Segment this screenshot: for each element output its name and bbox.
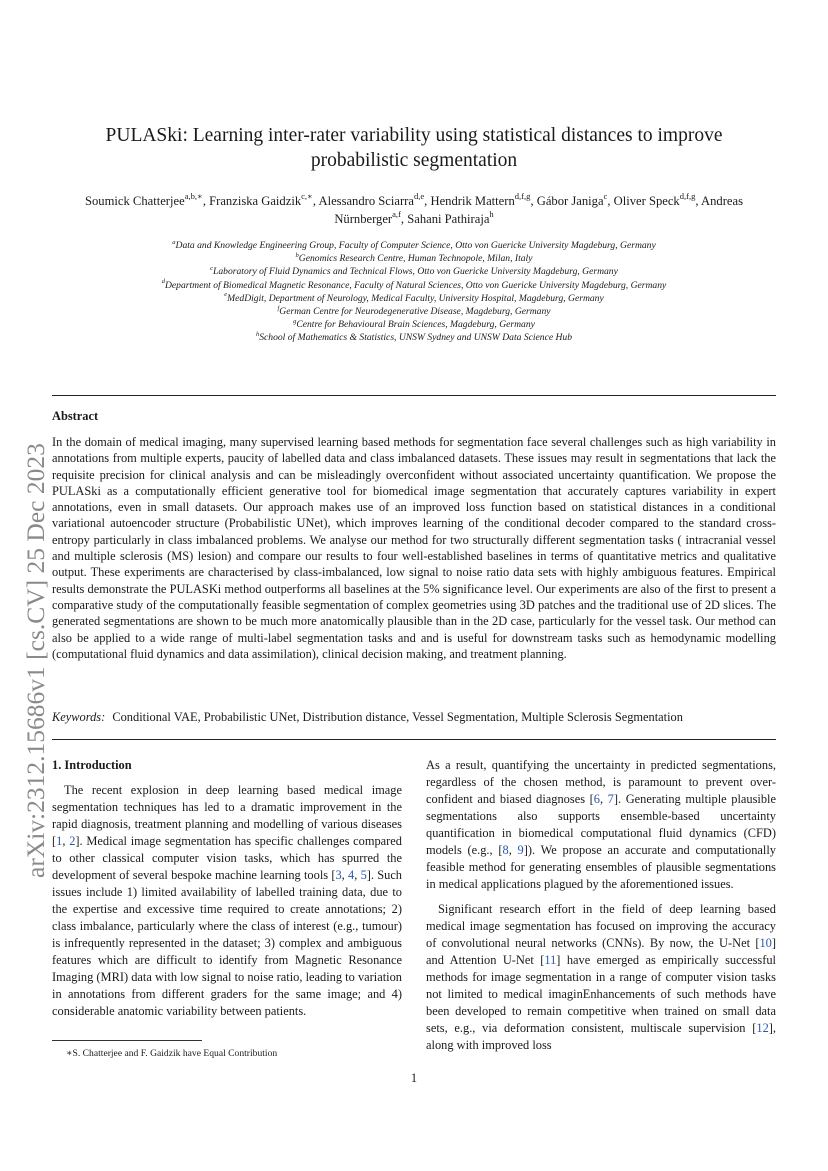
- citation-link[interactable]: 7: [607, 792, 614, 806]
- citation-link[interactable]: 4: [348, 868, 355, 882]
- author-affiliation-marker: h: [489, 208, 494, 219]
- author-name: Soumick Chatterjee$^{a,b,∗}$: [85, 191, 203, 208]
- paper-title: PULASki: Learning inter-rater variability using statistical distances to improve probabilistic segmentation: [105, 125, 723, 171]
- affiliation-marker: a: [172, 238, 176, 246]
- arxiv-stamp-text: arXiv:2312.15686v1 [cs.CV] 25 Dec 2023: [21, 443, 50, 878]
- intro-paragraph-1: The recent explosion in deep learning based medical image segmentation techniques has led to a dramatic improvement in the rapid diagnosis, treatment planning and modelling of various diseases [1, 2]. Medical image segmentation has specific challenges compared to other classical computer vision tasks, which has spurred the development of several bespoke machine learning tools [3, 4, 5]. Such issues include 1) limited availability of labelled training data, due to the expertise and excessive time required to create annotations; 2) class imbalance, particularly where the class of interest (e.g., tumour) is infrequently represented in the dataset; 3) complex and ambiguous features which are difficult to identify from Magnetic Resonance Imaging (MRI) data with low signal to noise ratio, leading to variation in annotations from different graders for the same image; and 4) considerable anatomic variability between patients.: [52, 783, 403, 1018]
- arxiv-stamp: [14, 360, 54, 880]
- affiliation-list: [70, 239, 758, 345]
- author-name: Franziska Gaidzik$^{c,∗}$: [209, 191, 313, 208]
- citation-link[interactable]: 6: [593, 792, 600, 806]
- author-name: Oliver Speck$^{d,f,g}$: [613, 191, 696, 208]
- affiliation-marker: g: [293, 317, 297, 325]
- author-list: Soumick Chatterjee$^{a,b,∗}$, Franziska Gaidzik$^{c,∗}$, Alessandro Sciarra$^{d,e}$, Hendrik Mattern$^{d,f,g}$, Gábor Janiga$^c$, Oliver Speck$^{d,f,g}$, Andreas Nürnberger$^{a,f}$, Sahani Pathiraja$^h$: [85, 191, 743, 226]
- author-affiliation-marker: c,∗: [301, 191, 313, 202]
- affiliation-line: $^g$Centre for Behavioural Brain Sciences, Magdeburg, Germany: [293, 317, 535, 331]
- affiliation-marker: c: [210, 264, 214, 272]
- affiliation-line: $^b$Genomics Research Centre, Human Technopole, Milan, Italy: [295, 251, 533, 265]
- abstract-top-rule: [52, 395, 776, 396]
- author-name: Sahani Pathiraja$^h$: [407, 208, 494, 226]
- intro-paragraph-3: Significant research effort in the field of deep learning based medical image segmentation has focused on improving the accuracy of convolutional neural networks (CNNs). By now, the U-Net [10] and Attention U-Net [11] have emerged as empirically successful methods for image segmentation in a range of computer vision tasks not limited to medical imaginEnhancements of such methods have been developed to remain competitive when trained on small data sets, e.g., via deformation consistent, multiscale supervision [12], along with improved loss: [426, 902, 776, 1052]
- author-affiliation-marker: a,b,∗: [184, 191, 203, 202]
- keywords-text: Conditional VAE, Probabilistic UNet, Distribution distance, Vessel Segmentation, Multiple Sclerosis Segmentation: [112, 710, 683, 724]
- intro-left-column: [52, 757, 402, 1020]
- affiliation-marker: f: [277, 304, 280, 312]
- affiliation-line: $^a$Data and Knowledge Engineering Group, Faculty of Computer Science, Otto von Guericke University Magdeburg, Germany: [172, 238, 656, 251]
- author-affiliation-marker: c: [603, 191, 608, 202]
- author-affiliation-marker: d,f,g: [679, 191, 696, 202]
- affiliation-marker: e: [224, 291, 228, 299]
- citation-link[interactable]: 8: [502, 843, 509, 857]
- citation-link[interactable]: 5: [360, 868, 367, 882]
- keywords-label: Keywords:: [52, 710, 106, 724]
- citation-link[interactable]: 3: [335, 868, 342, 882]
- author-affiliation-marker: a,f: [392, 208, 401, 219]
- intro-paragraph-2: As a result, quantifying the uncertainty in predicted segmentations, regardless of the chosen method, is paramount to prevent over-confident and biased diagnoses [6, 7]. Generating multiple plausible segmentations also supports ensemble-based uncertainty quantification in biomedical computational fluid dynamics (CFD) models (e.g., [8, 9]). We propose an accurate and computationally feasible method for generating ensembles of plausible segmentations in medical applications plagued by the aforementioned issues.: [426, 758, 776, 891]
- footnote-rule: [52, 1040, 202, 1041]
- abstract-heading: Abstract: [52, 409, 99, 423]
- author-affiliation-marker: d,e: [413, 191, 425, 202]
- citation-link[interactable]: 9: [517, 843, 524, 857]
- affiliation-line: $^f$German Centre for Neurodegenerative Disease, Magdeburg, Germany: [277, 304, 551, 318]
- affiliation-marker: h: [255, 330, 260, 338]
- affiliation-line: $^d$Department of Biomedical Magnetic Resonance, Faculty of Natural Sciences, Otto von Guericke University Magdeburg, Germany: [161, 278, 667, 291]
- abstract-bottom-rule: [52, 739, 776, 740]
- affiliation-line: $^e$MedDigit, Department of Neurology, Medical Faculty, University Hospital, Magdeburg, Germany: [224, 291, 604, 304]
- footnote: ∗S. Chatterjee and F. Gaidzik have Equal Contribution: [66, 1048, 278, 1059]
- citation-link[interactable]: 10: [759, 936, 772, 950]
- page-number: 1: [410, 1071, 418, 1085]
- author-name: Hendrik Mattern$^{d,f,g}$: [430, 191, 531, 208]
- citation-link[interactable]: 1: [56, 834, 63, 848]
- affiliation-marker: b: [295, 251, 299, 259]
- author-name: Gábor Janiga$^c$: [536, 191, 608, 208]
- author-name: Andreas Nürnberger$^{a,f}$: [334, 194, 743, 226]
- section-heading-introduction: 1. Introduction: [52, 758, 132, 772]
- citation-link[interactable]: 12: [756, 1021, 769, 1035]
- abstract-text: In the domain of medical imaging, many supervised learning based methods for segmentation face several challenges such as high variability in annotations from multiple experts, paucity of labelled data and class imbalanced datasets. These issues may result in segmentations that lack the requisite precision for clinical analysis and can be misleadingly overconfident without associated uncertainty quantification. We propose the PULASki as a computationally efficient generative tool for biomedical image segmentation that accurately captures variability in expert annotations, even in small datasets. Our approach makes use of an improved loss function based on statistical distances in a conditional variational autoencoder structure (Probabilistic UNet), which improves learning of the conditional decoder compared to the standard cross-entropy particularly in class imbalanced problems. We analyse our method for two structurally different segmentation tasks ( intracranial vessel and multiple sclerosis (MS) lesion) and compare our results to four well-established baselines in terms of quantitative metrics and qualitative output. These experiments are characterised by class-imbalanced, low signal to noise ratio data sets with highly ambiguous features. Empirical results demonstrate the PULASKi method outperforms all baselines at the 5% significance level. Our experiments are also of the first to present a comparative study of the computationally feasible segmentation of complex geometries using 3D patches and the traditional use of 2D slices. The generated segmentations are shown to be much more anatomically plausible than in the 2D case, particularly for the vessel task. Our method can also be applied to a wide range of multi-label segmentation tasks and and is useful for downstream tasks such as hemodynamic modelling (computational fluid dynamics and data assimilation), clinical decision making, and treatment planning.: [52, 435, 776, 661]
- affiliation-line: $^h$School of Mathematics & Statistics, UNSW Sydney and UNSW Data Science Hub: [255, 330, 573, 344]
- citation-link[interactable]: 11: [544, 953, 557, 967]
- affiliation-marker: d: [161, 278, 165, 286]
- keywords: [52, 710, 683, 725]
- intro-right-column: [426, 757, 776, 1054]
- affiliation-line: $^c$Laboratory of Fluid Dynamics and Technical Flows, Otto von Guericke University Magdeburg, Germany: [210, 264, 618, 278]
- author-name: Alessandro Sciarra$^{d,e}$: [318, 191, 425, 208]
- author-affiliation-marker: d,f,g: [514, 191, 531, 202]
- citation-link[interactable]: 2: [69, 834, 76, 848]
